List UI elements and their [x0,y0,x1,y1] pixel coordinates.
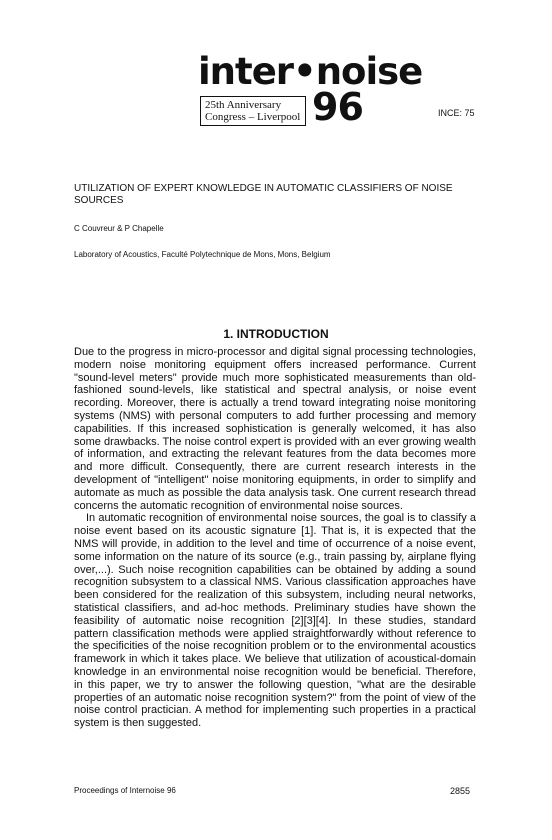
section-body [74,346,476,730]
paper-authors: C Couvreur & P Chapelle [74,224,164,233]
conference-logo-box [200,96,306,126]
logo-congress-text: Congress – Liverpool [205,111,301,123]
section-heading: 1. INTRODUCTION [223,327,329,341]
footer-proceedings: Proceedings of Internoise 96 [74,786,176,795]
ince-code: INCE: 75 [438,108,475,118]
paragraph: Due to the progress in micro-processor and digital signal processing technologies, modern noise monitoring equipment offers increased performance. Current "sound-level meters" provide much more sophisticated measurements than old-fashioned sound-levels, like statistical and spectral analysis, or noise event recording. Moreover, there is actually a trend toward integrating noise monitoring systems (NMS) with personal computers to add further processing and memory capabilities. If this increased sophistication is generally welcomed, it has also some drawbacks. The noise control expert is provided with an ever growing wealth of information, and extracting the relevant features from the data becomes more and more difficult. Consequently, there are current research interests in the development of "intelligent" noise monitoring equipments, in order to simplify and automate as much as possible the data analysis task. One current research thread concerns the automatic recognition of environmental noise sources. [74,346,476,512]
page-number: 2855 [450,786,471,796]
paper-title: UTILIZATION OF EXPERT KNOWLEDGE IN AUTOMATIC CLASSIFIERS OF NOISE SOURCES [74,183,453,206]
paragraph: In automatic recognition of environmental noise sources, the goal is to classify a noise event based on its acoustic signature [1]. That is, it is expected that the NMS will provide, in addition to the level and time of occurrence of a noise event, some information on the nature of its source (e.g., train passing by, airplane flying over,...). Such noise recognition capabilities can be obtained by adding a sound recognition subsystem to a classical NMS. Various classification approaches have been considered for the realization of this subsystem, including neural networks, statistical classifiers, and ad-hoc methods. Preliminary studies have shown the feasibility of automatic noise recognition [2][3][4]. In these studies, standard pattern classification methods were applied straightforwardly without reference to the specificities of the noise recognition problem or to the environmental acoustics framework in which it takes place. We believe that utilization of acoustical-domain knowledge in an environmental noise recognition would be beneficial. Therefore, in this paper, we try to answer the following question, "what are the desirable properties of an automatic noise recognition system?" from the point of view of the noise control practician. A method for implementing such properties in a practical system is then suggested. [74,512,476,730]
logo-anniversary-text: 25th Anniversary [205,99,282,111]
paper-affiliation: Laboratory of Acoustics, Faculté Polytechnique de Mons, Mons, Belgium [74,250,331,259]
logo-year: 96 [312,85,363,129]
conference-logo-wordmark: inter•noise [198,50,423,93]
